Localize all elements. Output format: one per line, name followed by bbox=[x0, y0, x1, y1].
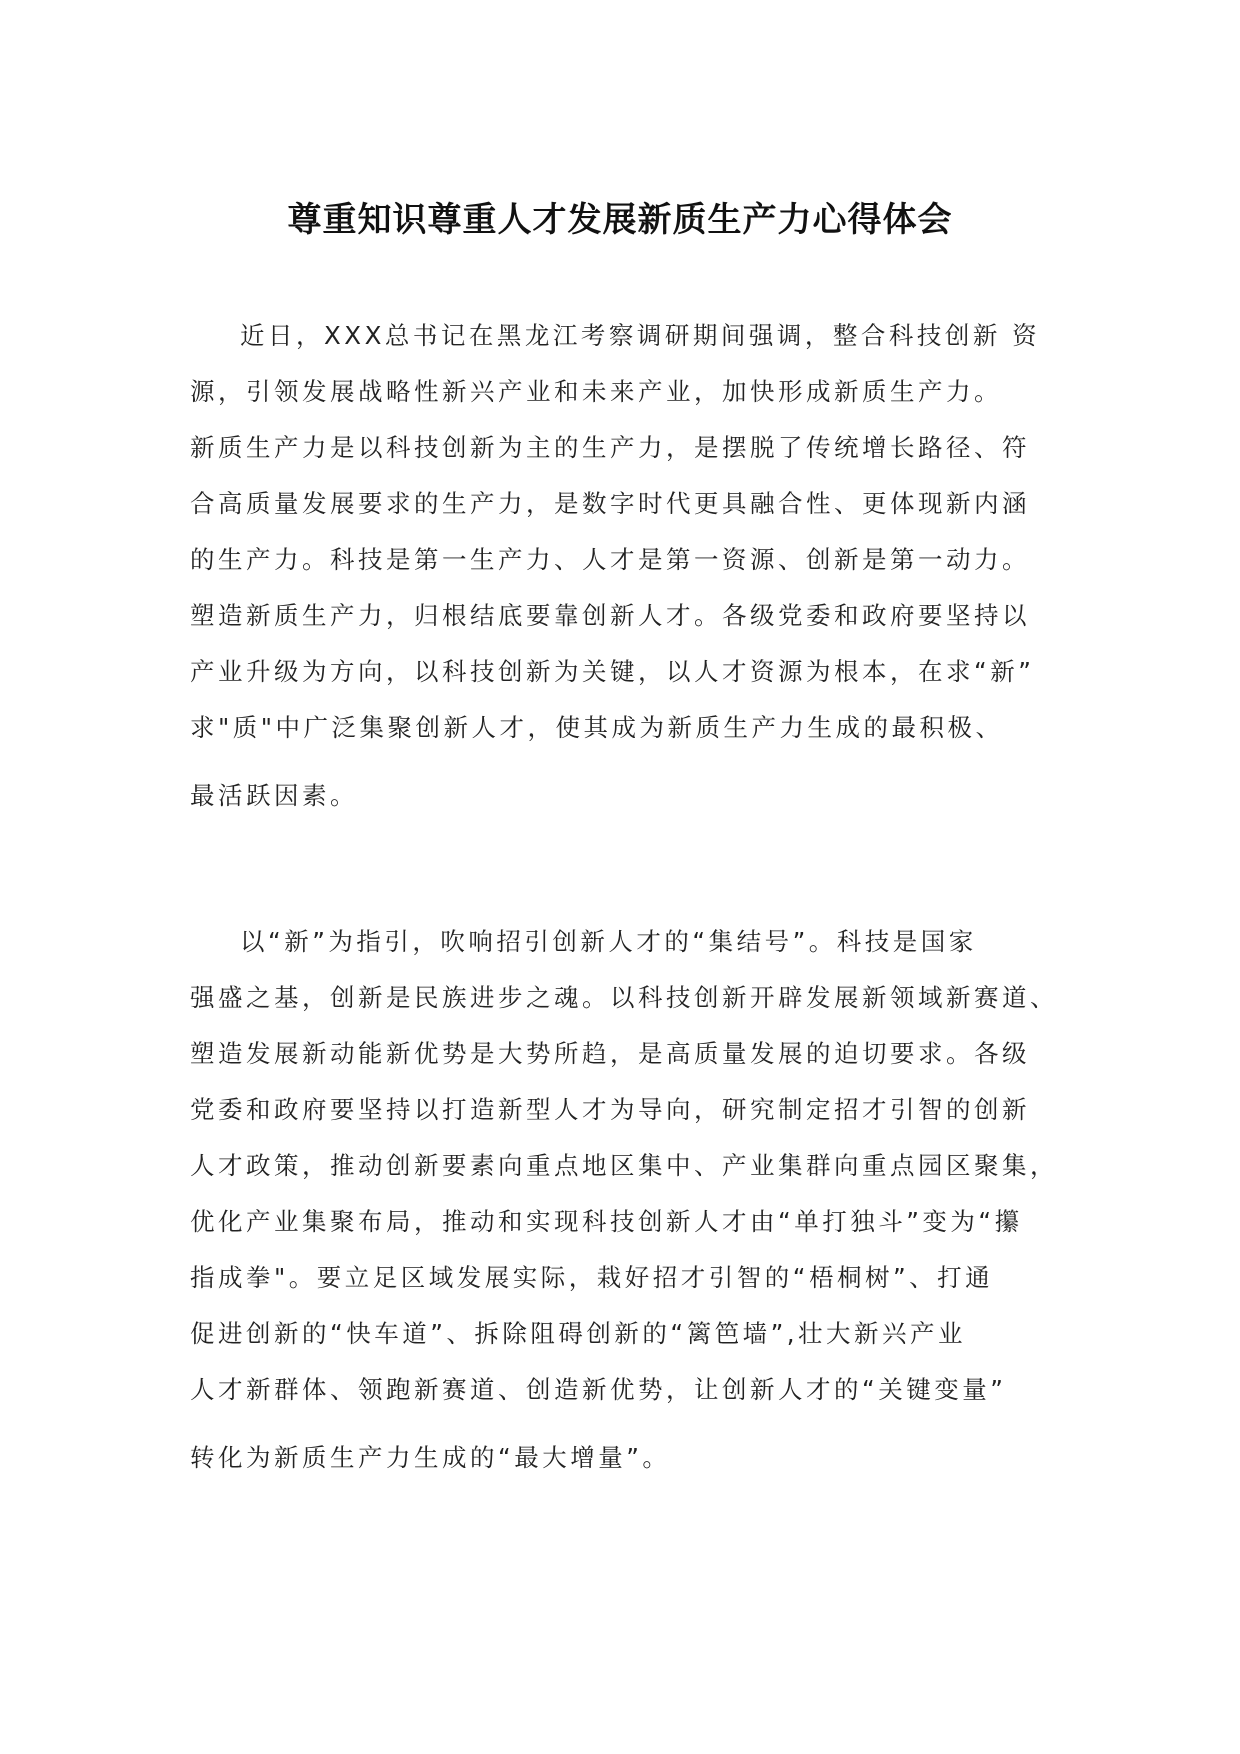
paragraph-line: 优化产业集聚布局，推动和实现科技创新人才由“单打独斗”变为“攥 bbox=[190, 1207, 1023, 1236]
paragraph-line: 党委和政府要坚持以打造新型人才为导向，研究制定招才引智的创新 bbox=[190, 1095, 1030, 1124]
paragraph-line: 人才新群体、领跑新赛道、创造新优势，让创新人才的“关键变量” bbox=[190, 1375, 1007, 1404]
paragraph-line: 求"质"中广泛集聚创新人才，使其成为新质生产力生成的最积极、 bbox=[190, 713, 1004, 742]
paragraph-line: 促进创新的“快车道”、拆除阻碍创新的“篱笆墙”,壮大新兴产业 bbox=[190, 1319, 967, 1348]
paragraph-2 bbox=[190, 914, 1058, 1486]
document-title: 尊重知识尊重人才发展新质生产力心得体会 bbox=[287, 200, 953, 240]
paragraph-line: 产业升级为方向，以科技创新为关键，以人才资源为根本，在求“新” bbox=[190, 657, 1035, 686]
paragraph-line: 转化为新质生产力生成的“最大增量”。 bbox=[190, 1443, 671, 1472]
paragraph-line: 以“新”为指引，吹响招引创新人才的“集结号”。科技是国家 bbox=[240, 927, 977, 956]
paragraph-line: 的生产力。科技是第一生产力、人才是第一资源、创新是第一动力。 bbox=[190, 545, 1030, 574]
paragraph-line: 新质生产力是以科技创新为主的生产力，是摆脱了传统增长路径、符 bbox=[190, 433, 1030, 462]
paragraph-1 bbox=[190, 308, 1052, 824]
paragraph-line: 近日，XXX总书记在黑龙江考察调研期间强调，整合科技创新 资 bbox=[240, 321, 1041, 350]
paragraph-line: 塑造发展新动能新优势是大势所趋，是高质量发展的迫切要求。各级 bbox=[190, 1039, 1030, 1068]
paragraph-line: 合高质量发展要求的生产力，是数字时代更具融合性、更体现新内涵 bbox=[190, 489, 1030, 518]
paragraph-line: 强盛之基，创新是民族进步之魂。以科技创新开辟发展新领域新赛道、 bbox=[190, 983, 1058, 1012]
paragraph-line: 源，引领发展战略性新兴产业和未来产业，加快形成新质生产力。 bbox=[190, 377, 1002, 406]
paragraph-line: 最活跃因素。 bbox=[190, 781, 358, 810]
paragraph-line: 塑造新质生产力，归根结底要靠创新人才。各级党委和政府要坚持以 bbox=[190, 601, 1030, 630]
paragraph-line: 人才政策，推动创新要素向重点地区集中、产业集群向重点园区聚集， bbox=[190, 1151, 1058, 1180]
paragraph-line: 指成拳"。要立足区域发展实际，栽好招才引智的“梧桐树”、打通 bbox=[190, 1263, 994, 1292]
